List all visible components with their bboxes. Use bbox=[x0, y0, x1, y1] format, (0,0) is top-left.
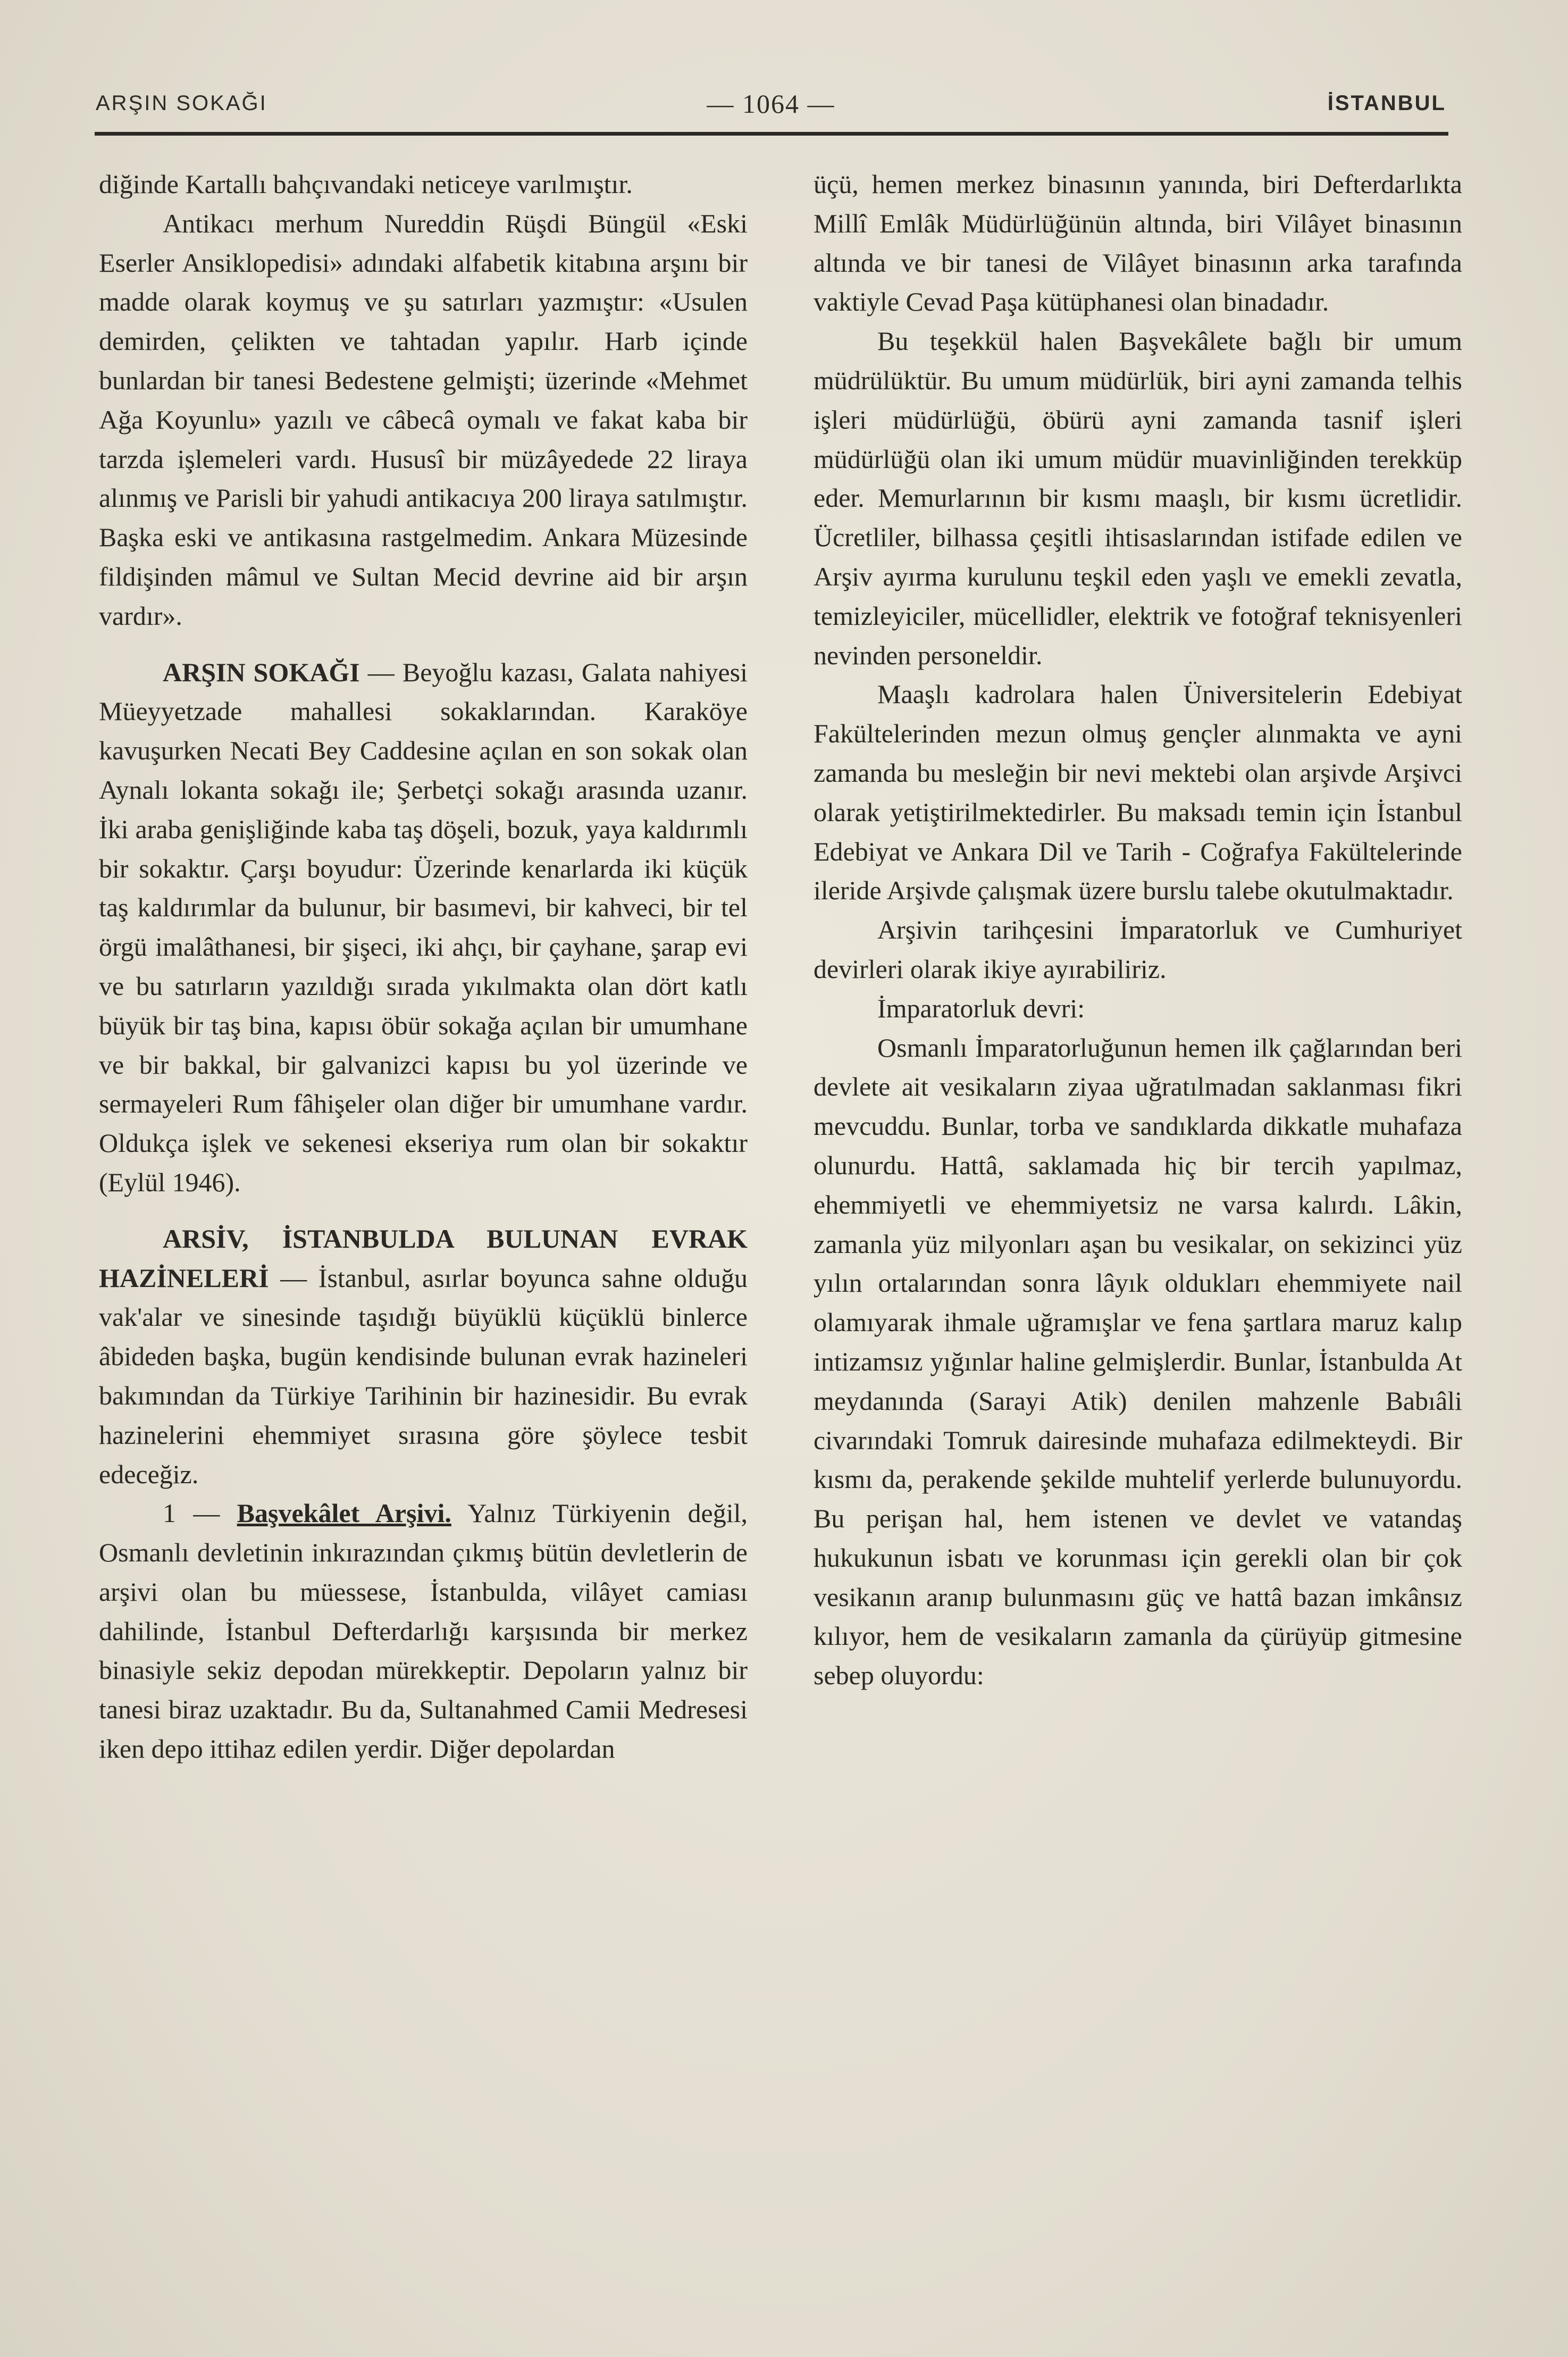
running-header bbox=[96, 85, 1446, 122]
spacer bbox=[99, 1202, 748, 1219]
entry-heading: ARSİV, İSTANBULDA BULUNAN EVRAK HAZİNELERİ bbox=[99, 1223, 748, 1293]
entry-arsin-sokagi bbox=[99, 653, 748, 1202]
paragraph: Antikacı merhum Nureddin Rüşdi Büngül «Eski Eserler Ansiklopedisi» adındaki alfabetik kitabına arşını bir madde olarak koymuş ve şu satırları yazmıştır: «Usulen demirden, çelikten ve tahtadan yapılır. Harb içinde bunlardan bir tanesi Bedestene gelmişti; üzerinde «Mehmet Ağa Koyunlu» yazılı ve câbecâ oymalı ve fakat kaba bir tarzda işlemeleri vardı. Hususî bir müzâyedede 22 liraya alınmış ve Parisli bir yahudi antikacıya 200 liraya satılmıştır. Başka eski ve antikasına rastgelmedim. Ankara Müzesinde fildişinden mâmul ve Sultan Mecid devrine aid bir arşın vardır». bbox=[99, 208, 748, 631]
entry-body: — İstanbul, asırlar boyunca sahne olduğu vak'alar ve sinesinde taşıdığı büyüklü küçüklü binlerce âbideden başka, bugün kendisinde bulunan evrak hazineleri bakımından da Türkiye Tarihinin bir hazinesidir. Bu evrak hazinelerini ehemmiyet sırasına göre şöylece tesbit edeceğiz. bbox=[99, 1263, 748, 1489]
paragraph: diğinde Kartallı bahçıvandaki neticeye varılmıştır. bbox=[99, 169, 633, 199]
header-right-title: İSTANBUL bbox=[1327, 91, 1446, 115]
right-column bbox=[814, 165, 1462, 1695]
item-title: Başvekâlet Arşivi. bbox=[237, 1498, 451, 1528]
list-item bbox=[99, 1494, 748, 1769]
spacer bbox=[99, 636, 748, 653]
header-left-title: ARŞIN SOKAĞI bbox=[96, 91, 267, 115]
item-body: Yalnız Türkiyenin değil, Osmanlı devletinin inkırazından çıkmış bütün devletlerin de arşivi olan bu müessese, İstanbulda, vilâyet camiası dahilinde, İstanbul Defterdarlığı karşısında bir merkez binasiyle sekiz depodan mürekkeptir. Depoların yalnız bir tanesi biraz uzaktadır. Bu da, Sultanahmed Camii Medresesi iken depo ittihaz edilen yerdir. Diğer depolardan bbox=[99, 1498, 748, 1764]
entry-arsiv bbox=[99, 1219, 748, 1494]
subheading: İmparatorluk devri: bbox=[877, 993, 1085, 1023]
paragraph: Arşivin tarihçesini İmparatorluk ve Cumhuriyet devirleri olarak ikiye ayırabiliriz. bbox=[814, 915, 1462, 984]
header-rule bbox=[95, 132, 1448, 136]
paragraph: Maaşlı kadrolara halen Üniversitelerin Edebiyat Fakültelerinden mezun olmuş gençler alınmakta ve ayni zamanda bu mesleğin bir nevi mektebi olan arşivde Arşivci olarak yetiştirilmektedirler. Bu maksadı temin için İstanbul Edebiyat ve Ankara Dil ve Tarih - Coğrafya Fakültelerinde ileride Arşivde çalışmak üzere burslu talebe okutulmaktadır. bbox=[814, 679, 1462, 906]
entry-body: — Beyoğlu kazası, Galata nahiyesi Müeyyetzade mahallesi sokaklarından. Karaköye kavuşurken Necati Bey Caddesine açılan en son sokak olan Aynalı lokanta sokağı ile; Şerbetçi sokağı arasında uzanır. İki araba genişliğinde kaba taş döşeli, bozuk, yaya kaldırımlı bir sokaktır. Çarşı boyudur: Üzerinde kenarlarda iki küçük taş kaldırımlar da bulunur, bir basımevi, bir kahveci, bir tel örgü imalâthanesi, bir şişeci, iki ahçı, bir çayhane, şarap evi ve bu satırların yazıldığı sırada yıkılmakta olan dört katlı büyük bir taş bina, kapısı öbür sokağa açılan bir umumhane ve bir bakkal, bir galvanizci kapısı bu yol üzerinde ve sermayeleri Rum fâhişeler olan diğer bir umumhane vardır. Oldukça işlek ve sekenesi ekseriya rum olan bir sokaktır (Eylül 1946). bbox=[99, 657, 748, 1197]
paragraph: üçü, hemen merkez binasının yanında, biri Defterdarlıkta Millî Emlâk Müdürlüğünün altında, biri Vilâyet binasının altında ve bir tanesi de Vilâyet binasının arka tarafında vaktiyle Cevad Paşa kütüphanesi olan binadadır. bbox=[814, 169, 1462, 317]
item-number: 1 — bbox=[163, 1498, 237, 1528]
entry-heading: ARŞIN SOKAĞI bbox=[163, 657, 360, 687]
paragraph: Osmanlı İmparatorluğunun hemen ilk çağlarından beri devlete ait vesikaların ziyaa uğratılmadan saklanması fikri mevcuddu. Bunlar, torba ve sandıklarda dikkatle muhafaza olunurdu. Hattâ, saklamada hiç bir tercih yapılmaz, ehemmiyetli ve ehemmiyetsiz ne varsa kalırdı. Lâkin, zamanla yüz milyonları aşan bu vesikalar, on sekizinci yüz yılın ortalarından sonra lâyık oldukları ehemmiyete nail olamıyarak ihmale uğramışlar ve fena şartlara maruz kalıp intizamsız yığınlar haline gelmişlerdir. Bunlar, İstanbulda At meydanında (Sarayi Atik) denilen mahzenle Babıâli civarındaki Tomruk dairesinde muhafaza edilmekteydi. Bir kısmı da, perakende şekilde muhtelif yerlerde bulunuyordu. Bu perişan hal, hem istenen ve devlet ve vatandaş hukukunun isbatı ve korunması için gerekli olan bir çok vesikanın aranıp bulunmasını güç ve hattâ bazan imkânsız kılıyor, hem de vesikaların zamanla da çürüyüp gitmesine sebep oluyordu: bbox=[814, 1032, 1462, 1691]
paragraph: Bu teşekkül halen Başvekâlete bağlı bir umum müdrülüktür. Bu umum müdürlük, biri ayni zamanda telhis işleri müdürlüğü, öbürü ayni zamanda tasnif işleri müdürlüğü olan iki umum müdür muavinliğinden terekküp eder. Memurlarının bir kısmı maaşlı, bir kısmı ücretlidir. Ücretliler, bilhassa çeşitli ihtisaslarından istifade edilen ve Arşiv ayırma kurulunu teşkil eden yaşlı ve emekli zevatla, temizleyiciler, mücellidler, elektrik ve fotoğraf teknisyenleri nevinden personeldir. bbox=[814, 326, 1462, 670]
page-number: — 1064 — bbox=[707, 89, 835, 119]
left-column bbox=[99, 165, 748, 1769]
